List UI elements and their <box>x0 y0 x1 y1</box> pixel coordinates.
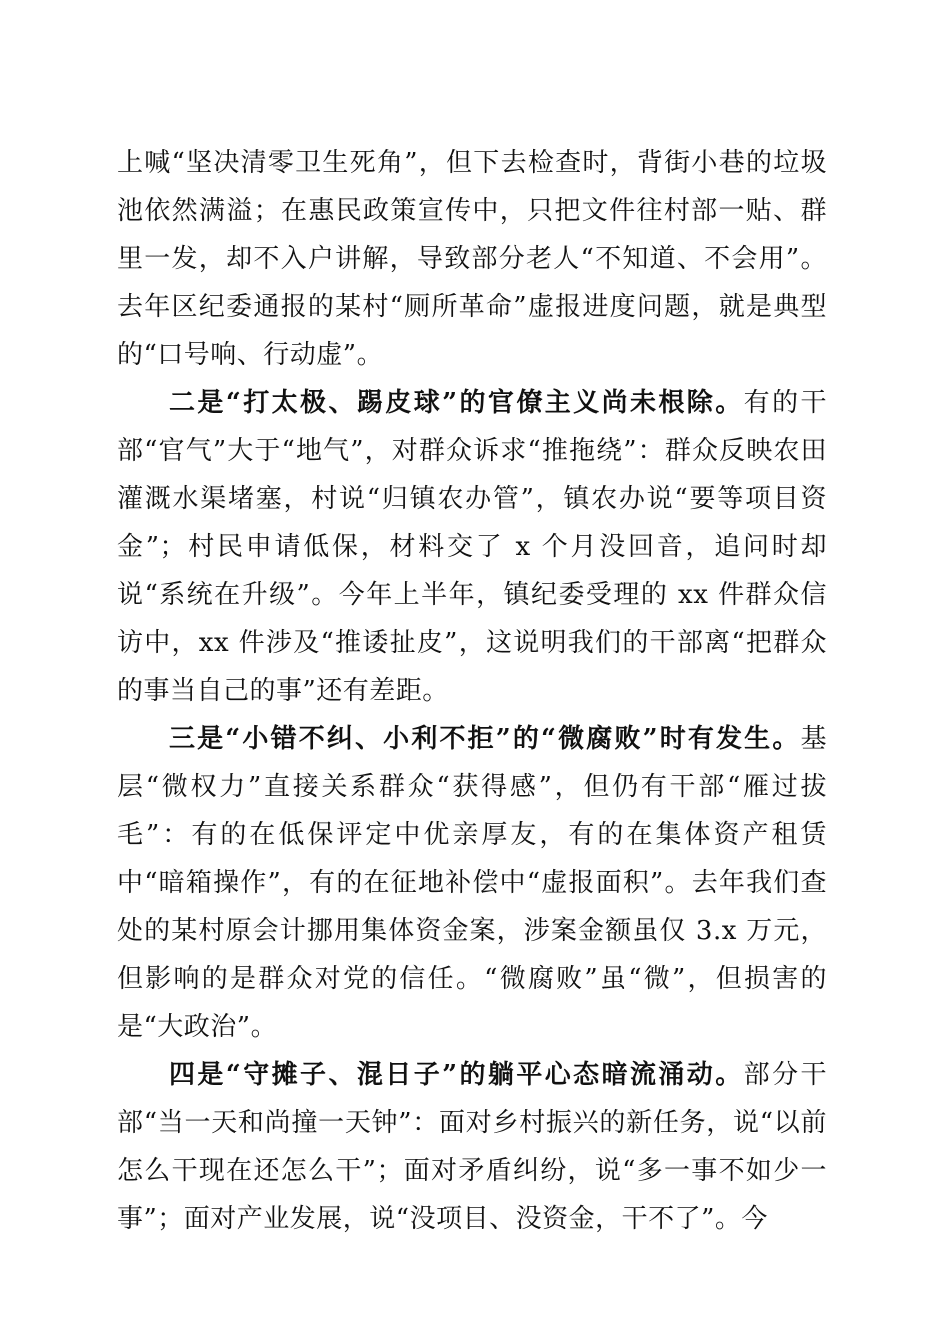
paragraph-point-three <box>117 715 827 1051</box>
paragraph-continuation <box>117 139 827 379</box>
paragraph-lead: 四是“守摊子、混日子”的躺平心态暗流涌动。 <box>169 1060 744 1090</box>
document-body <box>117 139 827 1243</box>
paragraph-point-two <box>117 379 827 715</box>
paragraph-point-four <box>117 1051 827 1243</box>
paragraph-text: 部分干部“当一天和尚撞一天钟”：面对乡村振兴的新任务，说“以前怎么干现在还怎么干”；面对矛盾纠纷，说“多一事不如少一事”；面对产业发展，说“没项目、没资金，干不了”。今 <box>117 1060 827 1234</box>
paragraph-text: 基层“微权力”直接关系群众“获得感”，但仍有干部“雁过拔毛”：有的在低保评定中优亲厚友，有的在集体资产租赁中“暗箱操作”，有的在征地补偿中“虚报面积”。去年我们查处的某村原会计挪用集体资金案，涉案金额虽仅 3.x 万元，但影响的是群众对党的信任。“微腐败”虽“微”，但损害的是“大政治”。 <box>117 724 827 1042</box>
paragraph-lead: 二是“打太极、踢皮球”的官僚主义尚未根除。 <box>169 388 744 418</box>
paragraph-text: 上喊“坚决清零卫生死角”，但下去检查时，背街小巷的垃圾池依然满溢；在惠民政策宣传中，只把文件往村部一贴、群里一发，却不入户讲解，导致部分老人“不知道、不会用”。去年区纪委通报的某村“厕所革命”虚报进度问题，就是典型的“口号响、行动虚”。 <box>117 148 827 370</box>
paragraph-lead: 三是“小错不纠、小利不拒”的“微腐败”时有发生。 <box>169 724 801 754</box>
paragraph-text: 有的干部“官气”大于“地气”，对群众诉求“推拖绕”：群众反映农田灌溉水渠堵塞，村说“归镇农办管”，镇农办说“要等项目资金”；村民申请低保，材料交了 x 个月没回音，追问时却说“系统在升级”。今年上半年，镇纪委受理的 xx 件群众信访中，xx 件涉及“推诿扯皮”，这说明我们的干部离“把群众的事当自己的事”还有差距。 <box>117 388 827 706</box>
